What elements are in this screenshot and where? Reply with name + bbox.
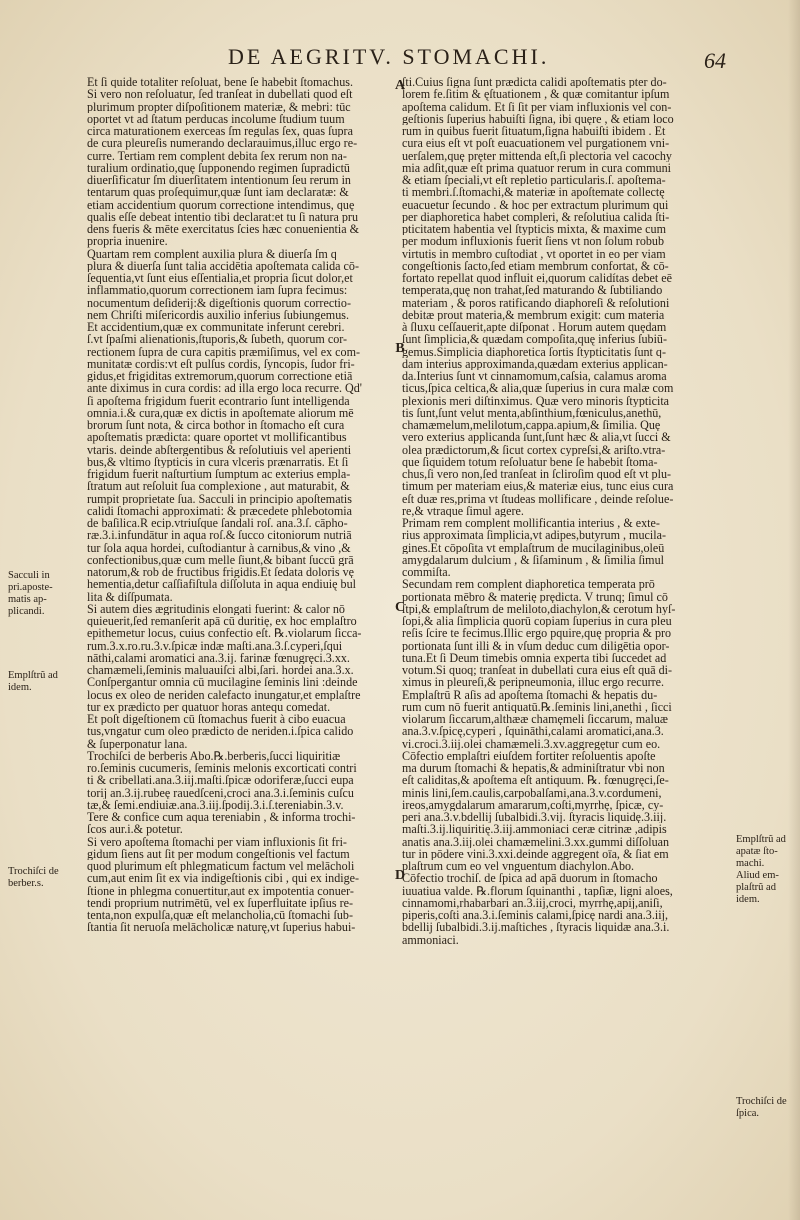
text-line: da.Interius ſunt vt cinnamomum,caſsia, calamus aroma [402,370,667,383]
text-line: nāthi,calami aromatici ana.3.ij. farinæ fœnugręci.3.xx. [87,651,350,664]
text-line: uerſalem,quę pręter mittenda eſt,ſi plectoria vel cacochy [402,149,672,162]
text-line: ſequentia,vt ſunt eius eſſentialia,et propria ſicut dolor,et [87,272,353,285]
right-text-column [402,76,730,946]
text-line: ræ.3.i.infundātur in aqua roſ.& ſucco citoniorum nutriā [87,529,352,542]
text-line: debitæ prout materia,& membrum exigit: cum materia [402,308,665,321]
text-line: ſopi,& alia ſimplicia quorū copiam ſuperius in cura pleu [402,615,672,628]
text-line: brorum ſunt nota, & circa bothor in ſtomacho eſt cura [87,419,345,432]
text-line: rum cum nō fuerit antiquatū.℞.ſeminis lini,anethi , ſicci [402,700,672,713]
text-line: Et accidentium,quæ ex communitate inferunt cerebri. [87,321,345,334]
running-head: DE AEGRITV. STOMACHI. [228,44,550,69]
text-line: tur in pōdere vini.3.xxi.deinde aggregent oīa, & ſiat em [402,847,669,860]
text-line: Cōfectio emplaſtri eiuſdem fortiter reſoluentis apoſte [402,749,656,762]
text-line: bus,& vltimo ſtypticis in cura vlceris prænarratis. Et ſi [87,455,349,468]
text-line: ſunt ſimplicia,& quædam compoſita,quę inferius ſubiū- [402,333,668,346]
text-line: rius approximata ſimplicia,vt adipes,butyrum , mucila- [402,529,666,542]
text-line: epithemetur locus, cuius confectio eſt. ℞.violarum ſicca- [87,627,362,640]
text-line: Primam rem complent mollificantia interius , & exte- [402,517,660,530]
text-line: nem Chriſti miſericordis auxilio inferius ſubiungemus. [87,308,349,321]
text-line: gidum ſiens aut ſit per modum congeſtionis vel factum [87,847,350,860]
text-line: locus ex oleo de neriden calefacto inungatur,et emplaſtre [87,688,361,701]
text-line: geſtionis ſuperius habuiſti ſigna, ibi quęre , & etiam loco [402,112,674,125]
text-line: ma durum ſtomachi & hepatis,& adminiſtratur vbi non [402,762,665,775]
text-line: mia adſit,quæ eſt prima quatuor rerum in cura communi [402,161,672,174]
text-line: Et ſi quide totaliter reſoluat, bene ſe habebit ſtomachus. [87,76,353,89]
text-line: ſcos aur.i.& potetur. [87,823,183,836]
text-line: minis lini,ſem.caulis,carpobalſami,ana.3.v.cordumeni, [402,786,662,799]
text-line: Cōfectio trochiſ. de ſpica ad apā duorum in ſtomacho [402,872,658,885]
text-line: chamæmeli,ſeminis maluauiſci albi,ſari. hordei ana.3.x. [87,664,354,677]
text-line: curre. Tertiam rem complent debita ſex rerum non na- [87,149,347,162]
page-header [0,44,800,74]
text-line: ſti.Cuius ſigna ſunt prædicta calidi apoſtematis pter do- [402,76,667,89]
text-line: nocumentum deſiderij:& digeſtionis quorum correctio- [87,296,351,309]
section-letter-b: B [395,341,405,356]
text-line: bdellij ſubalbidi.3.ij.maſtiches , ſtyracis liquidæ ana.3.i. [402,921,670,934]
text-line: materiam , & poros ratificando diaphoreſi & reſolutioni [402,296,670,309]
text-line: cura eius eſt vt poſt euacuationem vel purgationem vni- [402,137,670,150]
text-line: eſt duæ res,prima vt ſtudeas mollificare , deinde reſolue- [402,492,674,505]
text-line: iuuatiua valde. ℞.florum ſquinanthi , tapſiæ, ligni aloes, [402,884,673,897]
text-line: rectionem ſupra de cura capitis præmiſimus, vel ex com- [87,345,361,358]
text-line: Emplaſtrū R aſis ad apoſtema ſtomachi & hepatis du- [402,688,658,701]
text-line: & etiam ſpeciali,vt eſt repletio particularis.ſ. apoſtema- [402,174,666,187]
text-line: pticitatem habentia vel ſtypticis mixta, & maxime cum [402,223,666,236]
text-line: hementia,detur caſſiafiſtula diſſoluta in aqua endiuię bul [87,578,356,591]
text-line: Trochiſci de berberis Abo.℞.berberis,ſucci liquiritiæ [87,749,341,762]
text-line: tuna.Et ſi Deum timebis omnia experta tibi ſuccedet ad [402,651,667,664]
text-line: re,& vtraque ſimul agere. [402,504,524,517]
text-line: plurimum propter diſpoſitionem materiæ, & mebri: tūc [87,100,351,113]
text-line: vero exterius applicanda ſunt,ſunt hæc & alia,vt ſucci & [402,431,671,444]
text-line: ſtantia ſit neruoſa melācholicæ naturę,vt ſuperius habui- [87,921,356,934]
text-line: ro.ſeminis cucumeris, ſeminis melonis excorticati contri [87,762,357,775]
text-line: de baſilica.R ecip.vtriuſque ſandali roſ. ana.3.ſ. cāpho- [87,517,348,530]
margin-note-trochisci-spica: Trochiſci de ſpica. [736,1096,787,1119]
text-line: plaſtrum cum eo vel vnguentum diachylon.Abo. [402,860,635,873]
text-line: violarum ſiccarum,althææ chamęmeli ſiccarum, maluæ [402,713,668,726]
text-line: rum.3.x.ro.ru.3.v.ſpicæ indæ maſti.ana.3.ſ.cyperi,ſqui [87,639,343,652]
text-line: virtutis in membro cuſtodiat , vt oportet in eo per viam [402,247,666,260]
text-line: chamæmelum,melilotum,cappa.apium,& ſimilia. Quę [402,419,661,432]
text-line: ſtpi,& emplaſtrum de meliloto,diachylon,& cerotum hyſ- [402,602,676,615]
text-line: Si vero apoſtema ſtomachi per viam influxionis ſit fri- [87,835,347,848]
text-line: etiam accidentium quorum correctione intendimus, quę [87,198,355,211]
text-line: plexionis meri diſtinximus. Quæ vero minoris ſtypticita [402,394,670,407]
text-line: ſtratum aut reſoluit ſua complexione , aut maturabit, & [87,480,350,493]
text-line: chus,ſi vero non,ſed tranſeat in ſcliroſim quod eſt vt plu- [402,468,672,481]
text-line: de cura pleureſis numerando declarauimus,illuc ergo re- [87,137,358,150]
text-line: confectionibus,quæ cum melle ſiunt,& bibant ſuccū grā [87,553,354,566]
text-line: ireos,amygdalarum amararum,coſti,myrrhę, ſpicæ, cy- [402,798,664,811]
text-line: apoſtema calidum. Et ſi ſit per viam influxionis vel con- [402,100,672,113]
text-line: tentarum quas proſequimur,quæ ſunt iam declaratæ: & [87,186,349,199]
section-letter-c: C [394,600,406,615]
text-line: temperata,quę non trahat,ſed maturando & ſubtiliando [402,284,663,297]
text-line: vi.croci.3.iij.olei chamæmeli.3.xv.aggregętur cum eo. [402,737,661,750]
text-line: eſt caliditas,& apoſtema eſt antiquum. ℞. fœnugręci,ſe- [402,774,669,787]
text-line: propria inuenire. [87,235,168,248]
text-line: timum per materiam eius,& materiæ eius, tunc eius cura [402,480,674,493]
text-line: que ſiquidem totum reſoluatur bene ſe habebit ſtoma- [402,455,658,468]
margin-note-emplastrum: Emplſtrũ ad idem. [8,670,58,693]
text-line: Quartam rem complent auxilia plura & diuerſa ſm q [87,247,337,260]
text-line: tendi proprium nutrimētū, vel ex ſuperfluitate ipſius re- [87,896,353,909]
text-line: per diaphoretica habet compleri, & reſolutiua calida ſti- [402,210,670,223]
text-line: Tere & confice cum aqua tereniabin , & informa trochi- [87,811,356,824]
text-line: gines.Et cōpoſita vt emplaſtrum de mucilaginibus,oleū [402,541,665,554]
text-line: calidi ſtomachi approximati: & præcedete phlebotomia [87,504,352,517]
text-line: Secundam rem complent diaphoretica temperata prō [402,578,655,591]
text-line: frigidum fuerit naſturtium ſumptum ac exterius empla- [87,468,351,481]
text-line: ti & cribellati.ana.3.iij.maſti.ſpicæ odoriferæ,ſucci eupa [87,774,354,787]
left-text-column [87,76,417,934]
text-line: inflammatio,quorum correctionem iam ſupra fecimus: [87,284,348,297]
text-line: tis ſunt,ſunt velut menta,abſinthium,fœniculus,anethū, [402,406,662,419]
text-line: omnia.i.& cura,quæ ex dictis in apoſtemate aliorum mē [87,406,354,419]
text-line: tur ex prædicto per quatuor horas antequ comedat. [87,700,331,713]
text-line: vtaris. deinde abſtergentibus & reſolutiuis vel aperienti [87,443,352,456]
text-line: Si autem dies ægritudinis elongati fuerint: & calor nō [87,602,345,615]
text-line: piperis,coſti ana.3.i.ſeminis calami,ſpicę nardi ana.3.iij, [402,909,668,922]
text-line: votum.Si quoq; tranſeat in dubellati cura eius eſt quā di- [402,664,673,677]
text-line: dam interius approximanda,quædam exterius applican- [402,357,668,370]
text-line: euacuetur ſecundo . & hoc per extractum plurimum qui [402,198,669,211]
text-line: ſtione in phlegma conuertitur,aut ex impotentia conuer- [87,884,354,897]
text-line: anatis ana.3.iij.olei chamæmelini.3.xx.gummi diſſoluan [402,835,670,848]
text-line: lita & diſſpumata. [87,590,173,603]
text-line: plura & diuerſa ſunt talia accidētia apoſtemata calida cō- [87,259,359,272]
section-letter-a: A [394,78,406,93]
text-line: rumpit proprietate ſua. Sacculi in principio apoſtematis [87,492,352,505]
text-line: ammoniaci. [402,933,459,946]
text-line: per modum influxionis fuerit ſiens vt non ſolum robub [402,235,665,248]
text-line: amygdalarum dulcium , & ſiſaminum , & ſimilia ſimul [402,553,664,566]
text-line: apoſtematis prædicta: quare oportet vt mollificantibus [87,431,347,444]
text-line: Si vero non reſoluatur, ſed tranſeat in dubellati quod eſt [87,88,353,101]
text-line: maſti.3.ij.liquiritię.3.iij.ammoniaci ceræ citrinæ ,adipis [402,823,667,836]
text-line: gidus,et frigiditas extremorum,quorum correctione etiā [87,370,353,383]
text-line: quod plurimum eſt phlegmaticum factum vel melācholi [87,860,355,873]
text-line: tenta,non expulſa,quæ eſt melancholia,cū ſtomachi ſub- [87,909,353,922]
text-line: Conſpergantur omnia cū mucilagine ſeminis lini :deinde [87,676,358,689]
text-line: tus,vngatur cum oleo prædicto de neriden.i.ſpica calido [87,725,354,738]
text-line: tur ſola aqua hordei, cuſtodiantur à carnibus,& vino ,& [87,541,351,554]
margin-note-aliud-emplastrum: Aliud em- plaſtrũ ad idem. [736,870,779,905]
margin-note-sacculi: Sacculi in pri.aposte- matis ap- plicandi. [8,570,53,617]
text-line: tæ,& ſemi.endiuiæ.ana.3.iij.ſpodij.3.i.ſ.tereniabin.3.v. [87,798,344,811]
text-line: Et poſt digeſtionem cū ſtomachus fuerit à cibo euacua [87,713,346,726]
text-line: lorem fe.ſitim & ęſtuationem , & quæ comitantur ipſum [402,88,670,101]
text-line: dens fueris & mēte exercitatus ſcies hæc conuenientia & [87,223,360,236]
text-line: ana.3.v.ſpicę,cyperi , ſquināthi,calami aromatici,ana.3. [402,725,664,738]
margin-note-trochisci-berberis: Trochiſci de berber.s. [8,866,59,889]
text-line: ſi apoſtema frigidum fuerit econtrario ſunt intelligenda [87,394,350,407]
text-line: torij an.3.ij.rubeę rauedſceni,croci ana.3.i.ſeminis cuſcu [87,786,354,799]
text-line: cum,aut enim ſit ex via indigeſtionis cibi , qui ex indige- [87,872,360,885]
section-letter-d: D [394,868,406,883]
text-line: commiſta. [402,566,451,579]
text-line: cinnamomi,rhabarbari an.3.iij,croci, myrrhę,apij,aniſi, [402,896,663,909]
text-line: ante diximus in cura cordis: ad illa ergo loca recurre. Qd' [87,382,362,395]
text-line: ticus,ſpica celtica,& alia,quæ ſuperius in cura malæ com [402,382,674,395]
text-line: rum in quibus fuerit ſituatum,ſigna habuiſti ibidem . Et [402,125,666,138]
text-line: & ſuperponatur lana. [87,737,188,750]
text-line: portionata ſunt illi & in vſum deduc cum diligētia opor- [402,639,670,652]
text-line: ſ.vt ſpaſmi alienationis,ſtuporis,& ſubeth, quorum cor- [87,333,348,346]
text-line: quieuerit,ſed remanſerit apā cū duritię, ex hoc emplaſtro [87,615,357,628]
page-number: 64 [704,48,726,73]
text-line: turalium ordinatio,quę ſupponendo regimen ſupradictū [87,161,350,174]
text-line: olea prædictorum,& ſicut cortex cypreſsi,& ariſto.vtra- [402,443,666,456]
text-line: fortato repellat quod influit ei,quorum calidítas debet eē [402,272,673,285]
text-line: congeſtionis ſacto,ſed etiam membrum confortat, & cō- [402,259,669,272]
text-line: gemus.Simplicia diaphoretica ſortis ſtypticitatis ſunt q- [402,345,667,358]
text-line: circa maturationem exerceas ſm regulas ſex, quas ſupra [87,125,353,138]
text-line: diuerſificatur ſm diuerſitatem intentionum ſeu rerum in [87,174,351,187]
page-edge-shadow [788,0,800,1220]
text-line: natorum,& rob de fructibus frigidis.Et ſedata doloris vę [87,566,355,579]
margin-note-emplastrum-apatae: Emplſtrũ ad apatæ ſto- machi. [736,834,786,869]
text-line: reſis ſcire te fecimus.Illic ergo pquire,quę propria & pro [402,627,672,640]
text-line: qualis eſſe debeat intentio tibi declarat:et tu ſi natura pru [87,210,359,223]
text-line: ti membri.ſ.ſtomachi,& materiæ in apoſtemate collectę [402,186,665,199]
text-line: peri ana.3.v.bdellij ſubalbidi.3.vij. ſtyracis liquidę.3.iij. [402,811,667,824]
text-line: portionata mēbro & materię prędicta. V trunq; ſimul cō [402,590,668,603]
text-line: à ſluxu ceſſauerit,apte diſponat . Horum autem quędam [402,321,667,334]
text-line: oportet vt ad ſtatum perducas incolume ſtudium tuum [87,112,345,125]
text-line: munitatæ cordis:vt eſt pulſus cordis, ſyncopis, ſudor fri- [87,357,355,370]
text-line: ximus in pleureſi,& peripneumonia, illuc ergo recurre. [402,676,665,689]
